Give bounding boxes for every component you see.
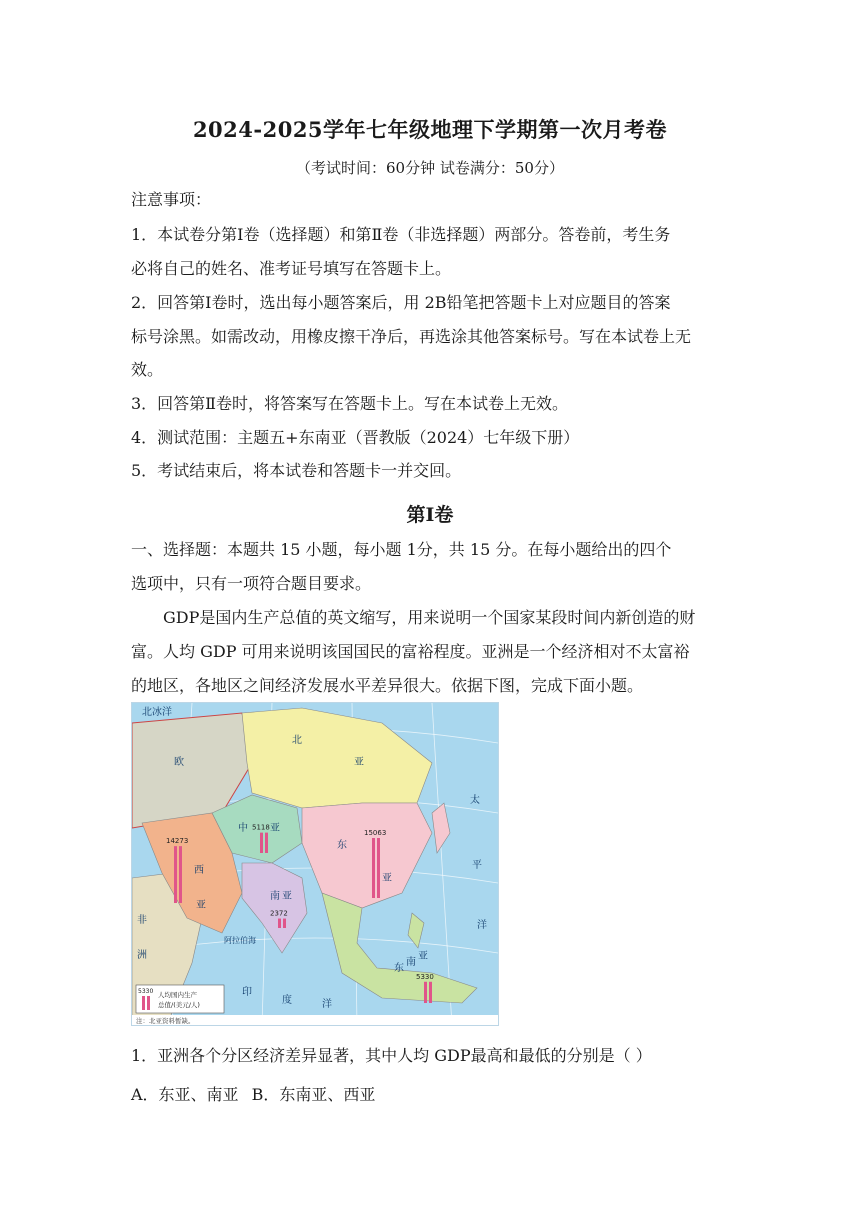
option-b[interactable]: B．东南亚、西亚 (251, 1085, 376, 1104)
map-label: 平 (472, 860, 482, 871)
map-label: 阿拉伯海 (224, 936, 256, 945)
gdp-value-label: 5330 (416, 972, 434, 981)
gdp-bar-east-asia (372, 838, 375, 898)
map-label: 亚 (382, 873, 392, 884)
map-label: 东 (337, 840, 347, 851)
note-line: 4．测试范围：主题五+东南亚（晋教版（2024）七年级下册） (131, 428, 580, 447)
map-label: 北 (292, 735, 302, 746)
note-line: 标号涂黑。如需改动，用橡皮擦干净后，再选涂其他答案标号。写在本试卷上无 (131, 327, 692, 346)
map-label: 南 (406, 957, 416, 968)
gdp-bar-southeast-asia (429, 982, 432, 1003)
legend-text: 人均国内生产 (158, 991, 197, 999)
map-label: 度 (282, 995, 292, 1006)
notes-heading: 注意事项： (131, 190, 212, 209)
legend-text: 总值/(美元/人) (158, 1001, 200, 1009)
map-note: 注：北亚资料暂缺。 (136, 1017, 195, 1025)
question-stem: 1．亚洲各个分区经济差异显著，其中人均 GDP最高和最低的分别是（ ） (131, 1046, 652, 1065)
map-legend (136, 985, 224, 1013)
gdp-bar-south-asia (283, 919, 286, 928)
japan-island (432, 803, 450, 853)
map-label: 欧 (174, 757, 184, 768)
gdp-value-label: 5118 (252, 823, 270, 832)
exam-title: 2024-2025学年七年级地理下学期第一次月考卷 (192, 117, 668, 142)
passage-line: GDP是国内生产总值的英文缩写，用来说明一个国家某段时间内新创造的财 (163, 608, 696, 627)
map-label: 亚 (282, 891, 292, 902)
map-label: 东 (394, 963, 404, 974)
note-line: 2．回答第Ⅰ卷时，选出每小题答案后，用 2B铅笔把答题卡上对应题目的答案 (131, 293, 671, 312)
gdp-bar-west-asia (174, 846, 177, 903)
instruction-line: 选项中，只有一项符合题目要求。 (131, 574, 372, 593)
passage-line: 的地区，各地区之间经济发展水平差异很大。依据下图，完成下面小题。 (131, 676, 644, 695)
note-line: 效。 (131, 360, 164, 379)
southeast-asia-region (322, 893, 477, 1003)
gdp-value-label: 14273 (166, 837, 189, 846)
map-label: 中 (238, 823, 248, 834)
exam-subtitle: （考试时间：60分钟 试卷满分：50分） (296, 159, 564, 177)
gdp-bar-central-asia (265, 833, 268, 853)
note-line: 1．本试卷分第Ⅰ卷（选择题）和第Ⅱ卷（非选择题）两部分。答卷前，考生务 (131, 225, 671, 244)
note-line: 3．回答第Ⅱ卷时，将答案写在答题卡上。写在本试卷上无效。 (131, 394, 569, 413)
map-label: 亚 (270, 823, 280, 834)
section-title: 第Ⅰ卷 (406, 504, 454, 526)
map-label: 西 (194, 865, 204, 876)
passage-line: 富。人均 GDP 可用来说明该国国民的富裕程度。亚洲是一个经济相对不太富裕 (131, 642, 690, 661)
map-label: 非 (137, 915, 147, 926)
gdp-value-label: 15063 (364, 829, 387, 837)
map-label: 洋 (322, 999, 332, 1010)
note-line: 5．考试结束后，将本试卷和答题卡一并交回。 (131, 461, 462, 480)
map-label: 亚 (418, 951, 428, 962)
map-label: 洲 (137, 950, 147, 961)
map-label: 亚 (354, 757, 364, 768)
gdp-value-label: 2372 (270, 909, 288, 918)
map-label: 洋 (477, 920, 487, 931)
note-line: 必将自己的姓名、准考证号填写在答题卡上。 (131, 259, 452, 278)
asia-gdp-map (131, 702, 499, 1026)
gdp-bar-west-asia (179, 846, 182, 903)
map-label: 印 (242, 987, 252, 998)
gdp-bar-southeast-asia (424, 982, 427, 1003)
east-asia-region (302, 803, 432, 908)
question-options (131, 1082, 383, 1105)
north-asia-region (242, 708, 432, 808)
map-label: 北冰洋 (142, 707, 172, 718)
map-label: 太 (470, 795, 480, 806)
option-a[interactable]: A．东亚、南亚 (131, 1085, 239, 1104)
legend-value: 5330 (138, 988, 154, 995)
gdp-bar-east-asia (377, 838, 380, 898)
instruction-line: 一、选择题：本题共 15 小题，每小题 1分，共 15 分。在每小题给出的四个 (131, 540, 672, 559)
map-label: 南 (270, 891, 280, 902)
gdp-bar-central-asia (260, 833, 263, 853)
map-label: 亚 (196, 900, 206, 911)
gdp-bar-south-asia (278, 919, 281, 928)
